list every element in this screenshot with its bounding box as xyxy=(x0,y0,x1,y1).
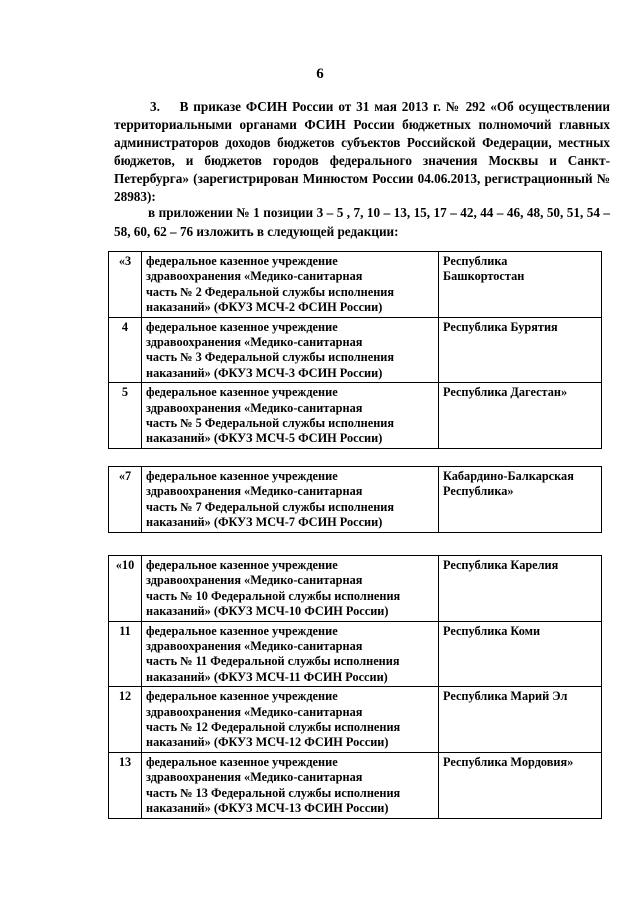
region-name xyxy=(439,556,602,622)
sub-paragraph xyxy=(114,204,610,241)
position-number: «7 xyxy=(109,467,142,533)
organization-line: наказаний» (ФКУЗ МСЧ-5 ФСИН России) xyxy=(146,431,383,446)
region-line: Республика xyxy=(443,254,508,268)
region-line: Республика Бурятия xyxy=(443,319,558,334)
organization-line: наказаний» (ФКУЗ МСЧ-12 ФСИН России) xyxy=(146,735,389,750)
organization-line: федеральное казенное учреждение xyxy=(146,623,338,638)
table-row xyxy=(109,467,602,533)
organization-line: федеральное казенное учреждение xyxy=(146,319,338,334)
region-line: Республика» xyxy=(443,484,514,499)
organization-line: часть № 13 Федеральной службы исполнения xyxy=(146,785,401,800)
organization-name xyxy=(142,556,439,622)
organization-line: федеральное казенное учреждение xyxy=(146,558,338,572)
region-name xyxy=(439,687,602,753)
organization-line: федеральное казенное учреждение xyxy=(146,254,338,268)
organization-line: здравоохранения «Медико-санитарная xyxy=(146,770,363,785)
organization-name xyxy=(142,252,439,318)
region-line: Республика Мордовия» xyxy=(443,754,574,769)
organization-line: часть № 5 Федеральной службы исполнения xyxy=(146,416,395,431)
table-row xyxy=(109,621,602,687)
position-number: 11 xyxy=(109,621,142,687)
position-number: 12 xyxy=(109,687,142,753)
organization-line: здравоохранения «Медико-санитарная xyxy=(146,269,363,284)
region-line: Кабардино-Балкарская xyxy=(443,469,574,483)
organization-name xyxy=(142,687,439,753)
organization-line: часть № 3 Федеральной службы исполнения xyxy=(146,350,395,365)
position-number: 13 xyxy=(109,752,142,818)
organization-name xyxy=(142,383,439,449)
region-name xyxy=(439,252,602,318)
region-line: Республика Марий Эл xyxy=(443,689,568,704)
organization-line: наказаний» (ФКУЗ МСЧ-2 ФСИН России) xyxy=(146,300,383,315)
region-line: Республика Карелия xyxy=(443,558,559,572)
region-line: Республика Коми xyxy=(443,623,541,638)
table-row xyxy=(109,317,602,383)
organization-line: наказаний» (ФКУЗ МСЧ-13 ФСИН России) xyxy=(146,801,389,816)
table-row xyxy=(109,687,602,753)
region-name xyxy=(439,621,602,687)
organization-line: наказаний» (ФКУЗ МСЧ-3 ФСИН России) xyxy=(146,365,383,380)
organization-line: федеральное казенное учреждение xyxy=(146,754,338,769)
region-name xyxy=(439,383,602,449)
table-row xyxy=(109,383,602,449)
organization-line: часть № 10 Федеральной службы исполнения xyxy=(146,588,401,603)
organization-line: федеральное казенное учреждение xyxy=(146,689,338,704)
organization-line: наказаний» (ФКУЗ МСЧ-10 ФСИН России) xyxy=(146,604,389,619)
region-line: Республика Дагестан» xyxy=(443,385,568,400)
organization-line: здравоохранения «Медико-санитарная xyxy=(146,335,363,350)
organization-line: наказаний» (ФКУЗ МСЧ-7 ФСИН России) xyxy=(146,515,383,530)
region-name xyxy=(439,467,602,533)
page-number: 6 xyxy=(316,66,324,82)
position-number: 4 xyxy=(109,317,142,383)
organization-line: федеральное казенное учреждение xyxy=(146,469,338,483)
organization-line: часть № 7 Федеральной службы исполнения xyxy=(146,499,395,514)
position-number: «3 xyxy=(109,252,142,318)
positions-table-2 xyxy=(108,466,602,533)
positions-table-3 xyxy=(108,555,602,819)
table-row xyxy=(109,252,602,318)
organization-name xyxy=(142,752,439,818)
organization-name xyxy=(142,621,439,687)
region-line: Башкортостан xyxy=(443,269,525,284)
positions-table-1 xyxy=(108,251,602,449)
table-row xyxy=(109,752,602,818)
organization-line: здравоохранения «Медико-санитарная xyxy=(146,704,363,719)
paragraph-3 xyxy=(114,98,610,206)
organization-name xyxy=(142,317,439,383)
region-name xyxy=(439,317,602,383)
organization-line: федеральное казенное учреждение xyxy=(146,385,338,400)
position-number: 5 xyxy=(109,383,142,449)
position-number: «10 xyxy=(109,556,142,622)
region-name xyxy=(439,752,602,818)
table-row xyxy=(109,556,602,622)
organization-line: часть № 11 Федеральной службы исполнения xyxy=(146,654,400,669)
organization-line: часть № 12 Федеральной службы исполнения xyxy=(146,720,401,735)
organization-line: здравоохранения «Медико-санитарная xyxy=(146,573,363,588)
paragraph-number: 3. xyxy=(150,99,160,114)
organization-line: здравоохранения «Медико-санитарная xyxy=(146,484,363,499)
organization-line: здравоохранения «Медико-санитарная xyxy=(146,639,363,654)
sub-paragraph-text: в приложении № 1 позиции 3 – 5 , 7, 10 – 13, 15, 17 – 42, 44 – 46, 48, 50, 51, 54 – 58, 60, 62 – 76 изложить в следующей редакции: xyxy=(114,205,610,239)
organization-line: здравоохранения «Медико-санитарная xyxy=(146,400,363,415)
organization-line: наказаний» (ФКУЗ МСЧ-11 ФСИН России) xyxy=(146,669,388,684)
organization-line: часть № 2 Федеральной службы исполнения xyxy=(146,284,395,299)
organization-name xyxy=(142,467,439,533)
paragraph-text: В приказе ФСИН России от 31 мая 2013 г. № 292 «Об осуществлении территориальными органами ФСИН России бюджетных полномочий главных администраторов доходов бюджетов субъектов Российской Федерации, местных бюджетов, и бюджетов городов федерального значения Москвы и Санкт-Петербурга» (зарегистрирован Минюстом России 04.06.2013, регистрационный № 28983): xyxy=(114,99,610,204)
